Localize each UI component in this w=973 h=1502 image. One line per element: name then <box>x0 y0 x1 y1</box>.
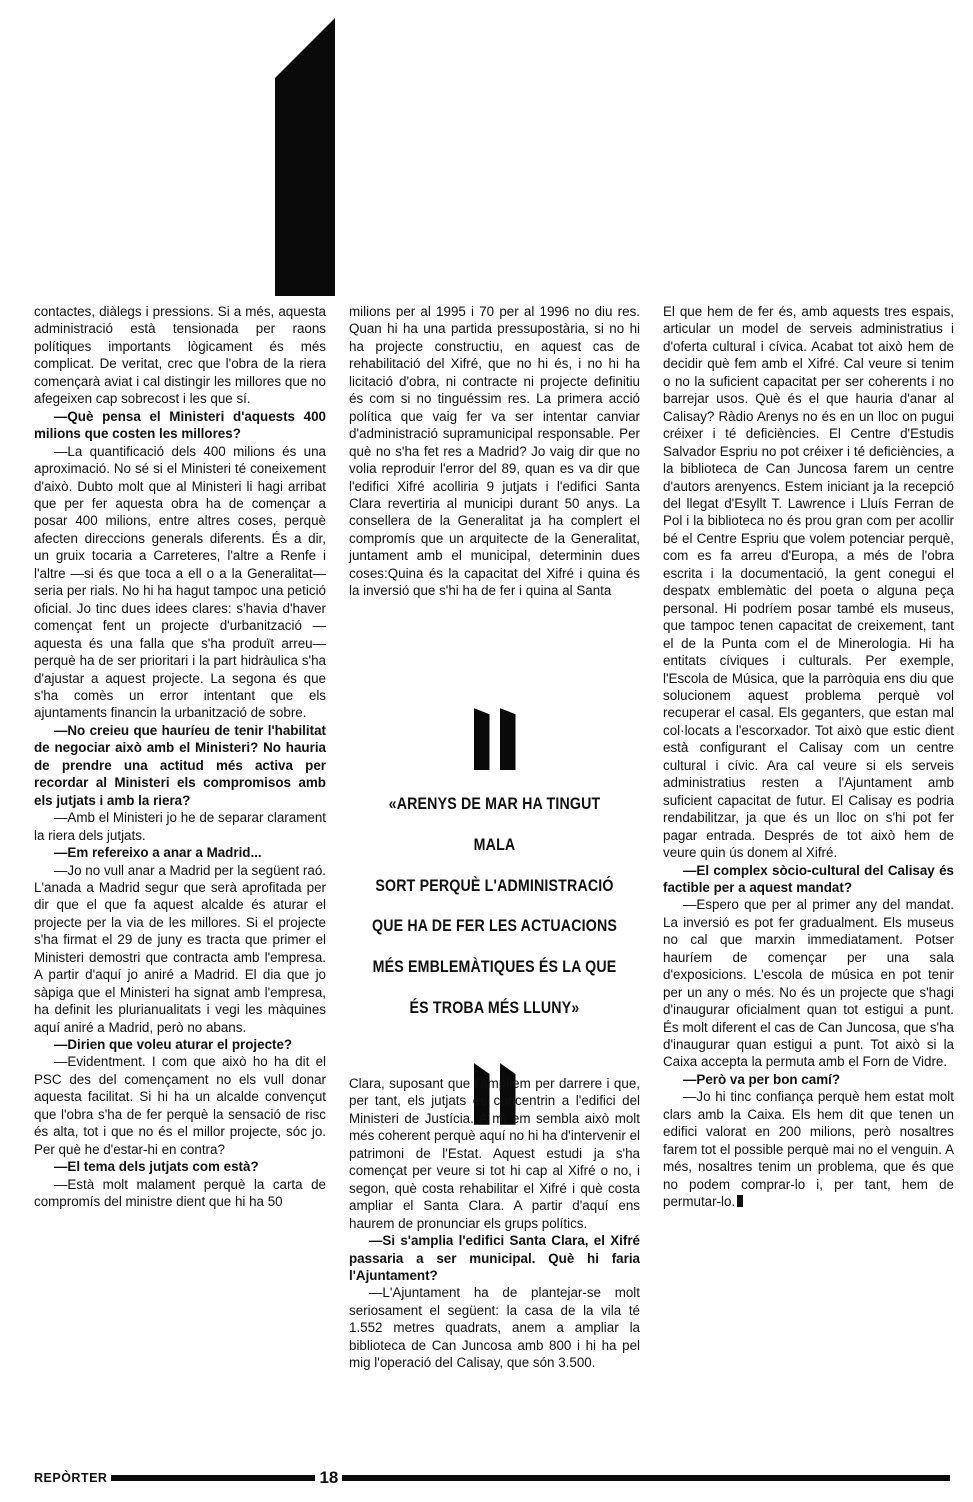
interview-question: —Si s'amplia l'edifici Santa Clara, el Xifré passaria a ser municipal. Què hi faria l'Ajuntament? <box>349 1233 640 1283</box>
article-column-2-top <box>349 303 640 600</box>
interview-paragraph: —Jo hi tinc confiança perquè hem estat molt clars amb la Caixa. Els hem dit que tenen un edifici valorat en 200 milions, però nosaltres farem tot el possible perquè mai no el venguin. A més, nosaltres tenim un problema, que és que no podem comprar-lo i, per tant, hem de permutar-lo. <box>663 1089 954 1210</box>
pull-quote-text <box>369 784 619 1029</box>
interview-paragraph: milions per al 1995 i 70 per al 1996 no diu res. Quan hi ha una partida pressupostària, si no hi ha projecte constructiu, en aquest cas de rehabilitació del Xifré, que no hi és, i no hi ha licitació d'obra, ni contracte ni projecte definitiu és com si no tinguéssim res. La primera acció política que vaig fer va ser intentar canviar d'administració supramunicipal responsable. Per què no s'ha fet res a Madrid? Jo vaig dir que no volia reproduir l'error del 89, quan es va dir que l'edifici Xifré acolliria 9 jutjats i l'edifici Santa Clara revertiria al municipi durant 50 anys. La consellera de la Generalitat ja ha complert el compromís que un arquitecte de la Generalitat, juntament amb el municipal, determinin dues coses:Quina és la capacitat del Xifré i quina és la inversió que s'hi ha de fer i quina al Santa <box>349 304 640 599</box>
interview-paragraph: —Jo no vull anar a Madrid per la següent raó. L'anada a Madrid segur que serà aprofitada per dir que el que fa aquest alcalde és aturar el projecte per la via de les millores. Si el projecte s'ha firmat el 29 de juny es tracta que primer el Ministeri demostri que contracta amb l'empresa. A partir d'aquí jo aniré a Madrid. El dia que jo sàpiga que el Ministeri ha signat amb l'empresa, ha definit les plurianualitats i vegi les màquines aquí aniré a Madrid, però no abans. <box>34 862 326 1035</box>
pull-quote-line: MÉS EMBLEMÀTIQUES ÉS LA QUE <box>372 958 617 977</box>
decorative-block-notch <box>275 0 353 78</box>
article-column-1 <box>34 303 326 1211</box>
interview-question: —El tema dels jutjats com està? <box>54 1159 259 1175</box>
interview-paragraph: El que hem de fer és, amb aquests tres espais, articular un model de serveis administratius i d'oferta cultural i cívica. Acabat tot això hem de decidir què fem amb el Xifré. Cal veure si tenim o no la suficient capacitat per ser coherents i no barrejar usos. Què és el que hauria d'anar al Calisay? Ràdio Arenys no és en un lloc on pugui créixer i té deficiències. El Centre d'Estudis Salvador Espriu no pot créixer i té deficiències, a la biblioteca de Can Juncosa farem un centre d'autors arenyencs. Estem iniciant ja la recepció del llegat d'Esyllt T. Lawrence i Lluís Ferran de Pol i la biblioteca no és prou gran com per acollir bé el Centre Espriu que volem potenciar perquè, com es fa arreu d'Europa, a més de l'obra escrita i la documentació, la gent conegui el despatx emblemàtic del poeta o alguna peça personal. Hi podríem posar també els museus, que tampoc tenen capacitat de creixement, tant el de la Punta com el de Minerologia. Hi ha entitats cíviques i culturals. Per exemple, l'Escola de Música, que la parròquia ens diu que solucionem aquest problema perquè vol recuperar el casal. Els geganters, que estan mal col·locats a l'escorxador. Tot això que estic dient està configurant el Calisay com un centre cultural i cívic. Ara cal veure si els serveis administratius resten a l'Ajuntament amb suficient capacitat de futur. El Calisay es podria rendabilitzar, ja que és un lloc on s'hi pot fer pagar entrada. Després de tot això hem de veure quin ús donem al Xifré. <box>663 304 954 861</box>
pull-quote-line: ÉS TROBA MÉS LLUNY» <box>409 998 580 1017</box>
footer-rule <box>111 1475 315 1481</box>
interview-question: —Però va per bon camí? <box>683 1071 841 1087</box>
interview-paragraph: —Està molt malament perquè la carta de compromís del ministre dient que hi ha 50 <box>34 1176 326 1210</box>
interview-paragraph: —L'Ajuntament ha de plantejar-se molt seriosament el següent: la casa de la vila té 1.552 metres quadrats, anem a ampliar la biblioteca de Can Juncosa amb 800 i hi ha pel mig l'operació del Calisay, que són 3.500. <box>349 1285 640 1371</box>
article-column-2-bottom <box>349 1075 640 1372</box>
interview-paragraph: —La quantificació dels 400 milions és una aproximació. No sé si el Ministeri té coneixement d'això. Dubto molt que al Ministeri li hagi arribat que per fer aquesta obra ha de començar a posar 400 milions, entre altres coses, perquè afecten direccions generals diferents. És a dir, un gruix tocaria a Carreteres, l'altre a Renfe i l'altre —si és que toca a ell o a la Generalitat—seria per rials. No hi ha hagut tampoc una petició oficial. Jo tinc dues idees clares: s'havia d'haver començat fent un projecte d'urbanització —aquesta és una falla que s'ha produït arreu— perquè ha de ser prioritari i la part hidràulica s'ha d'ajustar a aquest projecte. La segona és que s'ha comès un error intentant que els ajuntaments financin la urbanització de sobre. <box>34 443 326 721</box>
interview-paragraph: contactes, diàlegs i pressions. Si a més, aquesta administració està tensionada per raons polítiques importants lògicament és més complicat. De veritat, crec que l'obra de la riera començarà aviat i cal distingir les millores que no afegeixen cap sobrecost i les que sí. <box>34 304 326 407</box>
footer-rule <box>342 1475 950 1481</box>
interview-question: —Què pensa el Ministeri d'aquests 400 milions que costen les millores? <box>34 408 326 442</box>
open-quote-icon <box>349 708 640 770</box>
end-of-article-icon <box>737 1195 743 1207</box>
interview-question: —No creieu que hauríeu de tenir l'habilitat de negociar això amb el Ministeri? No hauria de prendre una actitud més activa per recordar al Ministeri els compromisos amb els jutjats i amb la riera? <box>34 722 326 808</box>
interview-question: —Dirien que voleu aturar el projecte? <box>54 1037 293 1053</box>
page-footer <box>34 1466 954 1490</box>
interview-question: —Em refereixo a anar a Madrid... <box>54 845 262 861</box>
interview-paragraph: Clara, suposant que l'ampliem per darrere i que, per tant, els jutjats es concentrin a l'edifici del Ministeri de Justícia. A mi em sembla això molt més coherent perquè aquí no hi ha d'intervenir el patrimoni de l'Estat. Aquest estudi ja s'ha començat per veure si tot hi cap al Xifré o no, i segon, què costa rehabilitar el Xifré i què costa ampliar el Santa Clara. A partir d'aquí ens haurem de pronunciar els grups polítics. <box>349 1076 640 1231</box>
pull-quote-line: SORT PERQUÈ L'ADMINISTRACIÓ <box>375 876 614 895</box>
pull-quote-line: QUE HA DE FER LES ACTUACIONS <box>371 917 618 936</box>
article-column-3 <box>663 303 954 1211</box>
pull-quote <box>349 708 640 1125</box>
interview-paragraph: —Espero que per al primer any del mandat. La inversió es pot fer gradualment. Els museus no cal que marxin immediatament. Potser hauríem de començar per una sala d'exposicions. L'escola de música en pot tenir per un any o més. No és un projecte que s'hagi d'inaugurar oficialment quan tot estigui a punt. És molt diferent el cas de Can Juncosa, que s'ha d'inaugurar quan estigui a punt. Tot això si la Caixa accepta la permuta amb el Forn de Vidre. <box>663 897 954 1070</box>
page-number: 18 <box>319 1468 339 1487</box>
interview-paragraph: —Amb el Ministeri jo he de separar clarament la riera dels jutjats. <box>34 810 326 843</box>
magazine-section-name: REPÒRTER <box>34 1471 108 1485</box>
interview-paragraph: —Evidentment. I com que això ho ha dit el PSC des del començament no els vull donar aquesta facilitat. Si hi ha un alcalde convençut que l'obra s'ha de fer perquè la sensació de risc és alta, tot i que no és el millor projecte, sóc jo. Per què he d'estar-hi en contra? <box>34 1054 326 1157</box>
pull-quote-line: «ARENYS DE MAR HA TINGUT MALA <box>388 795 601 854</box>
interview-question: —El complex sòcio-cultural del Calisay és factible per a aquest mandat? <box>663 862 954 895</box>
